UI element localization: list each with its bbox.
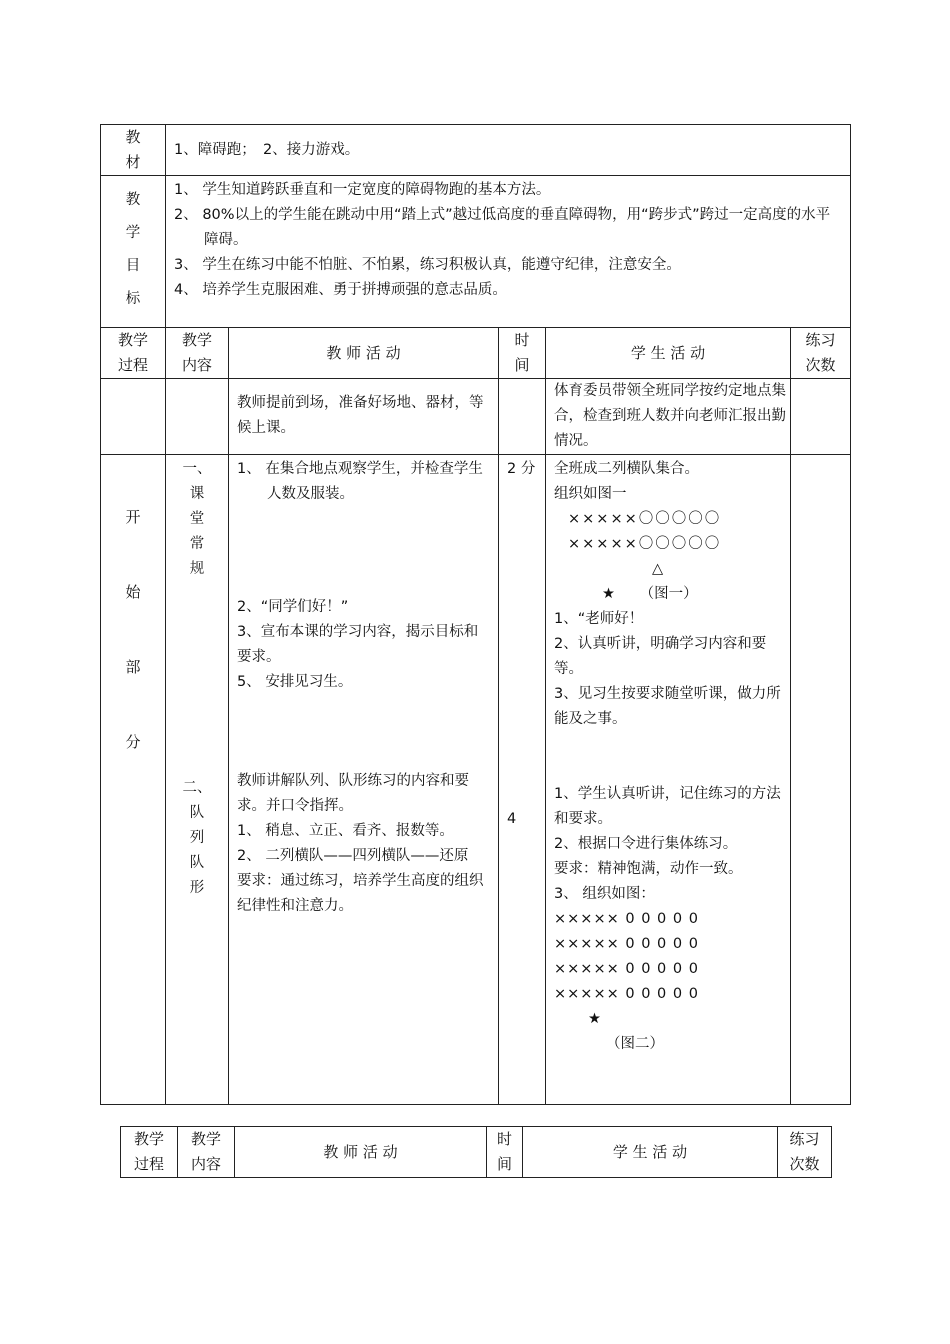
part2-title: 形 xyxy=(189,880,205,896)
prep-teacher-text: 教师提前到场，准备好场地、器材，等候上课。 xyxy=(237,395,484,436)
header-text: 练习 xyxy=(805,331,836,349)
part2-time: 4 xyxy=(507,811,517,827)
part2-title: 队 xyxy=(189,805,205,821)
fig2-row: ××××× 0 0 0 0 0 xyxy=(554,911,699,927)
part1-time: 2 分 xyxy=(507,461,536,477)
fig2-row: ××××× 0 0 0 0 0 xyxy=(554,936,699,952)
student-step: 3、见习生按要求随堂听课，做力所能及之事。 xyxy=(554,686,781,727)
header-content xyxy=(166,328,229,379)
materials-content xyxy=(166,125,851,176)
header-time xyxy=(499,328,546,379)
prep-row xyxy=(101,379,851,455)
start-count xyxy=(791,455,851,1105)
student-step: 1、“老师好！ xyxy=(554,611,644,627)
prep-content xyxy=(166,379,229,455)
part2-title: 二、 xyxy=(182,780,212,796)
materials-label-char: 材 xyxy=(125,153,141,171)
objectives-label-char: 目 xyxy=(125,258,141,274)
header-text: 教学 xyxy=(133,1130,164,1148)
objectives-label xyxy=(101,176,166,328)
header-text: 教学 xyxy=(190,1130,221,1148)
part2-title: 队 xyxy=(189,855,205,871)
objectives-label-char: 学 xyxy=(125,225,141,241)
header-text: 时 xyxy=(496,1130,512,1148)
prep-student-text: 体育委员带领全班同学按约定地点集合，检查到班人数并向老师汇报出勤情况。 xyxy=(554,383,786,449)
header-text: 次数 xyxy=(789,1155,820,1173)
header-text: 内容 xyxy=(190,1155,221,1173)
fig2-row: ××××× 0 0 0 0 0 xyxy=(554,961,699,977)
student-step: 要求：精神饱满，动作一致。 xyxy=(554,861,743,877)
materials-row xyxy=(101,125,851,176)
objective-item: 2、 80%以上的学生能在跳动中用“踏上式”越过低高度的垂直障碍物，用“跨步式”跨过一定高度的水平障碍。 xyxy=(174,207,831,248)
header-text: 间 xyxy=(514,356,530,374)
figure-2 xyxy=(554,907,786,1057)
header-text: 教 师 活 动 xyxy=(323,1142,398,1161)
teacher-step: 5、 安排见习生。 xyxy=(237,674,353,690)
materials-label-char: 教 xyxy=(125,128,141,146)
student-step: 组织如图一 xyxy=(554,486,627,502)
fig1-triangle-icon: △ xyxy=(652,561,664,577)
header-text: 教 师 活 动 xyxy=(326,343,401,362)
teacher-step: 要求：通过练习，培养学生高度的组织纪律性和注意力。 xyxy=(237,873,484,914)
prep-teacher xyxy=(229,379,499,455)
table-header-row-2 xyxy=(121,1127,832,1178)
header2-process xyxy=(121,1127,178,1178)
objectives-label-char: 教 xyxy=(125,192,141,208)
header-student xyxy=(546,328,791,379)
continuation-header-table xyxy=(120,1126,832,1178)
teacher-step: 1、 稍息、立正、看齐、报数等。 xyxy=(237,823,454,839)
part1-title: 规 xyxy=(189,561,205,577)
teacher-step: 2、 二列横队——四列横队——还原 xyxy=(237,848,469,864)
header2-content xyxy=(178,1127,235,1178)
start-teacher xyxy=(229,455,499,1105)
objectives-row xyxy=(101,176,851,328)
prep-time xyxy=(499,379,546,455)
start-section-label xyxy=(101,455,166,1105)
part2-title: 列 xyxy=(189,830,205,846)
fig2-star-icon: ★ xyxy=(588,1011,601,1027)
header-text: 过程 xyxy=(117,356,148,374)
part1-title: 一、 xyxy=(182,461,212,477)
teacher-step: 1、 在集合地点观察学生，并检查学生人数及服装。 xyxy=(237,461,483,502)
fig2-row: ××××× 0 0 0 0 0 xyxy=(554,986,699,1002)
header-text: 内容 xyxy=(181,356,212,374)
header-text: 学 生 活 动 xyxy=(630,343,706,362)
table-header-row xyxy=(101,328,851,379)
start-content xyxy=(166,455,229,1105)
header-text: 练习 xyxy=(789,1130,820,1148)
student-step: 1、学生认真听讲，记住练习的方法和要求。 xyxy=(554,786,781,827)
header2-time xyxy=(487,1127,523,1178)
teacher-step: 3、宣布本课的学习内容，揭示目标和要求。 xyxy=(237,624,479,665)
header-text: 过程 xyxy=(133,1155,164,1173)
fig1-row: ×××××〇〇〇〇〇 xyxy=(568,511,722,527)
header-text: 教学 xyxy=(117,331,148,349)
objectives-label-char: 标 xyxy=(125,291,141,307)
header-text: 间 xyxy=(496,1155,512,1173)
fig1-caption: （图一） xyxy=(639,586,698,602)
prep-count xyxy=(791,379,851,455)
header2-student xyxy=(523,1127,778,1178)
objectives-content xyxy=(166,176,851,328)
fig2-caption: （图二） xyxy=(606,1036,664,1052)
fig1-star-icon: ★ xyxy=(602,586,615,602)
start-time xyxy=(499,455,546,1105)
start-student xyxy=(546,455,791,1105)
materials-text: 1、障碍跑； 2、接力游戏。 xyxy=(174,141,360,158)
header-teacher xyxy=(229,328,499,379)
header-count xyxy=(791,328,851,379)
materials-label xyxy=(101,125,166,176)
student-step: 全班成二列横队集合。 xyxy=(554,461,699,477)
header2-teacher xyxy=(235,1127,487,1178)
header-text: 学 生 活 动 xyxy=(612,1142,688,1161)
part1-title: 堂 xyxy=(189,511,205,527)
header-process xyxy=(101,328,166,379)
objective-item: 4、 培养学生克服困难、勇于拼搏顽强的意志品质。 xyxy=(174,282,507,298)
objective-item: 3、 学生在练习中能不怕脏、不怕累，练习积极认真，能遵守纪律，注意安全。 xyxy=(174,257,681,273)
objective-item: 1、 学生知道跨跃垂直和一定宽度的障碍物跑的基本方法。 xyxy=(174,182,551,198)
student-step: 3、 组织如图： xyxy=(554,886,655,902)
teacher-step: 教师讲解队列、队形练习的内容和要求。并口令指挥。 xyxy=(237,773,469,814)
start-section-row xyxy=(101,455,851,1105)
prep-process xyxy=(101,379,166,455)
header-text: 时 xyxy=(514,331,530,349)
section-label-char: 部 xyxy=(125,658,141,676)
header2-count xyxy=(778,1127,832,1178)
fig1-row: ×××××〇〇〇〇〇 xyxy=(568,536,722,552)
student-step: 2、根据口令进行集体练习。 xyxy=(554,836,738,852)
section-label-char: 分 xyxy=(125,733,141,751)
student-step: 2、认真听讲，明确学习内容和要等。 xyxy=(554,636,767,677)
teacher-step: 2、“同学们好！” xyxy=(237,599,349,615)
figure-1 xyxy=(554,507,786,607)
section-label-char: 始 xyxy=(125,583,141,601)
prep-student xyxy=(546,379,791,455)
part1-title: 常 xyxy=(189,536,205,552)
part1-title: 课 xyxy=(189,486,205,502)
header-text: 教学 xyxy=(181,331,212,349)
lesson-plan-table xyxy=(100,124,851,1105)
header-text: 次数 xyxy=(805,356,836,374)
section-label-char: 开 xyxy=(125,508,141,526)
